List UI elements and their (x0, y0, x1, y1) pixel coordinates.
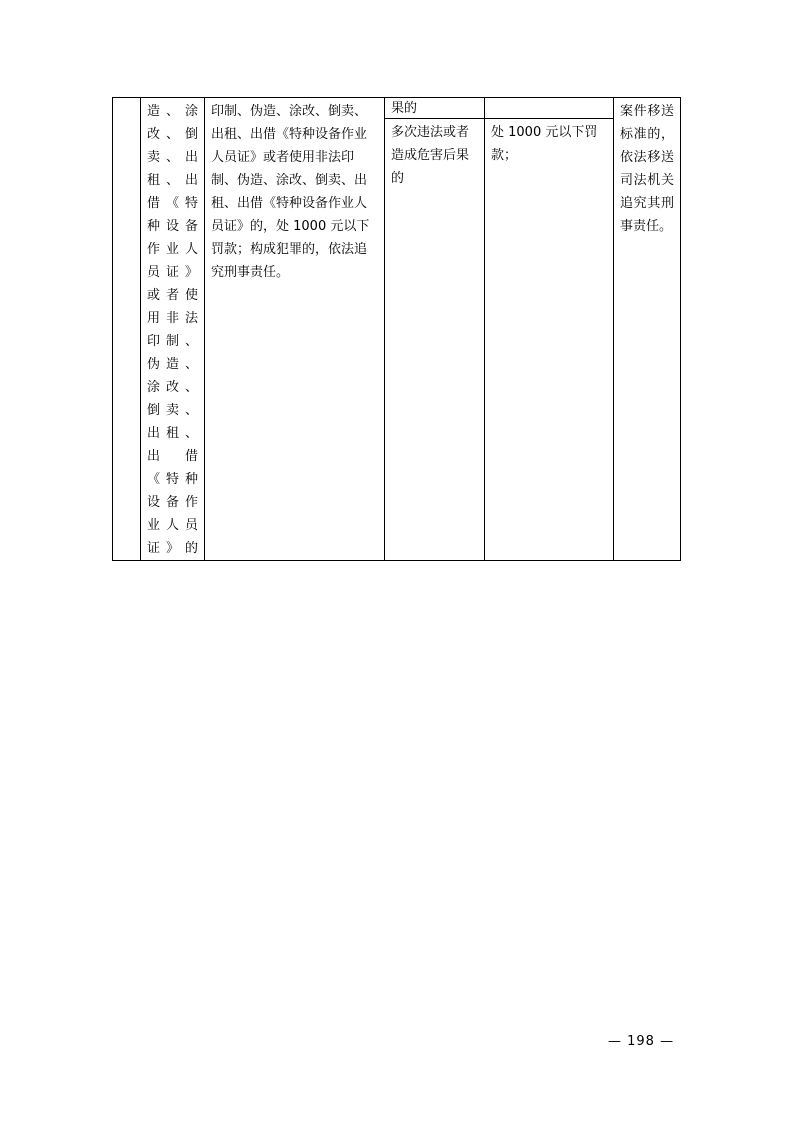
remark-cell: 案件移送标准的，依法移送司法机关追究其刑事责任。 (614, 98, 681, 561)
index-cell (113, 98, 141, 561)
legal-provision-cell: 印制、伪造、涂改、倒卖、出租、出借《特种设备作业人员证》或者使用非法印制、伪造、涂改、倒卖、出租、出借《特种设备作业人员证》的，处 1000 元以下罚款；构成犯罪的，依法追究刑事责任。 (205, 98, 385, 561)
penalty-top-cell (485, 98, 614, 119)
table-row (113, 98, 681, 119)
circumstance-cell: 多次违法或者造成危害后果的 (385, 119, 485, 561)
page-number: — 198 — (608, 1034, 675, 1049)
penalty-standard-cell: 处 1000 元以下罚款； (485, 119, 614, 561)
circumstance-top-cell: 果的 (385, 98, 485, 119)
regulation-table (112, 97, 681, 561)
violation-behavior-cell: 造、涂改、倒卖、出租、出借《特种设备作业人员证》或者使用非法印制、伪造、涂改、倒卖、出租、出借《特种设备作业人员证》的 (141, 98, 205, 561)
